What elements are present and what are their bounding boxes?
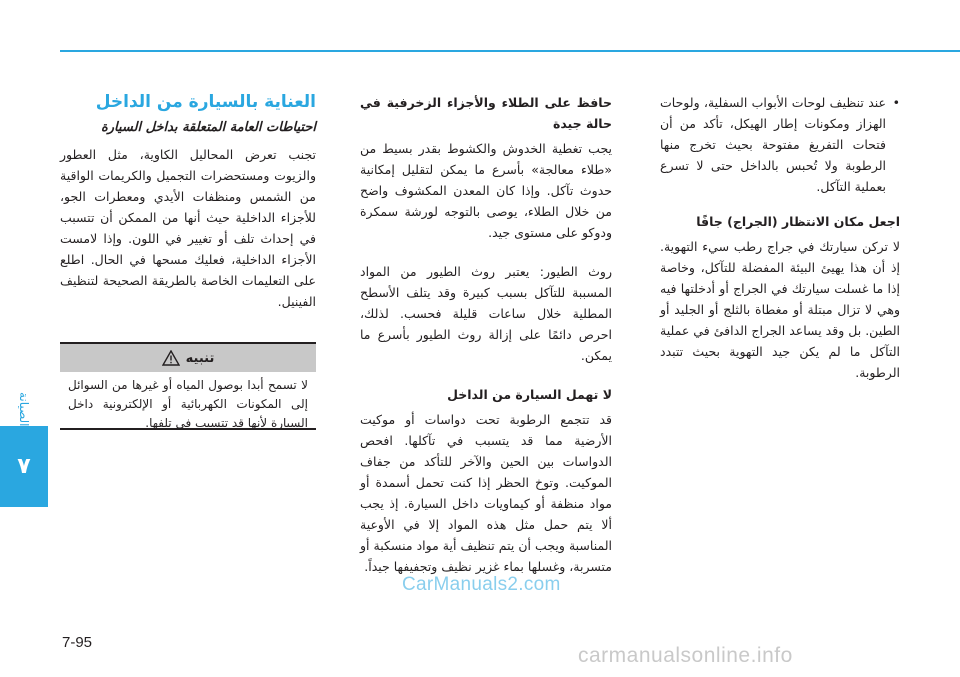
bird-droppings-paragraph: روث الطيور: يعتبر روث الطيور من المواد المسببة للتآكل بسبب كبيرة وقد يتلف الأسطح المطلية خلال ساعات قليلة فحسب. لذلك، احرص دائمًا على إزالة روث الطيور بأسرع ما يمكن.: [360, 264, 612, 363]
top-rule: [60, 50, 960, 52]
notice-header: [60, 344, 316, 372]
interior-heading: لا تهمل السيارة من الداخل: [447, 387, 612, 402]
page-number: 7-95: [62, 634, 93, 651]
interior-paragraph: قد تتجمع الرطوبة تحت دواسات أو موكيت الأرضية مما قد يتسبب في تآكلها. افحص الدواسات بين الحين والآخر للتأكد من جفاف الموكيت. وتوخ الحظر إذا كنت تحمل أسمدة أو مواد منظفة أو كيماويات داخل السيارة. إذ يجب ألا يتم حمل مثل هذه المواد إلا في الأوعية المناسبة ويجب أن يتم تنظيف أية مواد منسكبة أو متسربة، وغسلها بماء غزير نظيف وتجفيفها جيداً.: [360, 412, 612, 574]
chapter-number-badge: ٧: [0, 426, 48, 507]
middle-column: [360, 92, 612, 595]
chapter-side-tab: [0, 52, 48, 507]
interior-precautions-paragraph: تجنب تعرض المحاليل الكاوية، مثل العطور والزيوت ومستحضرات التجميل والكريمات الواقية من الشمس ومنظفات الأيدي ومعطرات الجو، للأجزاء الداخلية حيث أنها من الممكن أن تتسبب في إحداث تلف أو تغيير في اللون. وإذا لامست الأجزاء الداخلية، فعليك مسحها في الحال. اطلع على التعليمات الخاصة بالطريقة الصحيحة لتنظيف الفينيل.: [60, 147, 316, 309]
paint-heading: حافظ على الطلاء والأجزاء الزخرفية في حالة جيدة: [360, 95, 612, 131]
garage-paragraph: لا تركن سيارتك في جراج رطب سيء التهوية. إذ أن هذا يهيئ البيئة المفضلة للتآكل، وخاصة إذا ما غسلت سيارتك في الجراج أو أدخلتها فيه وهي لا تزال مبتلة أو مغطاة بالثلج أو الجليد أو الطين. بل وقد يساعد الجراج الدافئ في عملية التآكل ما لم يكن جيد التهوية بحيث تتبدد الرطوبة.: [660, 239, 900, 380]
carmanuals-watermark: CarManuals2.com: [402, 574, 561, 595]
section-title: العناية بالسيارة من الداخل: [95, 92, 316, 112]
bullet-list: [660, 92, 900, 197]
left-column: [60, 92, 316, 330]
bullet-item: • عند تنظيف لوحات الأبواب السفلية، ولوحات الهزاز ومكونات إطار الهيكل، تأكد من أن فتحات التفريغ مفتوحة بحيث تخرج منها الرطوبة ولا تُحبس بالداخل حتى لا تسرع بعملية التآكل.: [660, 92, 900, 197]
notice-heading: تنبيه: [185, 350, 215, 366]
paint-paragraph: يجب تغطية الخدوش والكشوط بقدر بسيط من «طلاء معالجة» بأسرع ما يمكن لتقليل إمكانية حدوث تآكل. وإذا كان المعدن المكشوف واضح من خلال الطلاء، يوصى بالتوجه لورشة سمكرة ودوكو على مستوى جيد.: [360, 141, 612, 240]
right-column: [660, 92, 900, 401]
notice-body: لا تسمح أبدا بوصول المياه أو غيرها من السوائل إلى المكونات الكهربائية أو الإلكترونية داخل السيارة لأنها قد تتسبب في تلفها.: [68, 378, 308, 430]
garage-heading: اجعل مكان الانتظار (الجراج) جافًا: [696, 214, 900, 229]
site-watermark: carmanualsonline.info: [578, 644, 793, 667]
notice-box: [60, 342, 316, 430]
section-subtitle: احتياطات العامة المتعلقة بداخل السيارة: [100, 120, 316, 135]
warning-triangle-icon: [162, 350, 180, 366]
section-label: الصيانة: [17, 392, 31, 427]
